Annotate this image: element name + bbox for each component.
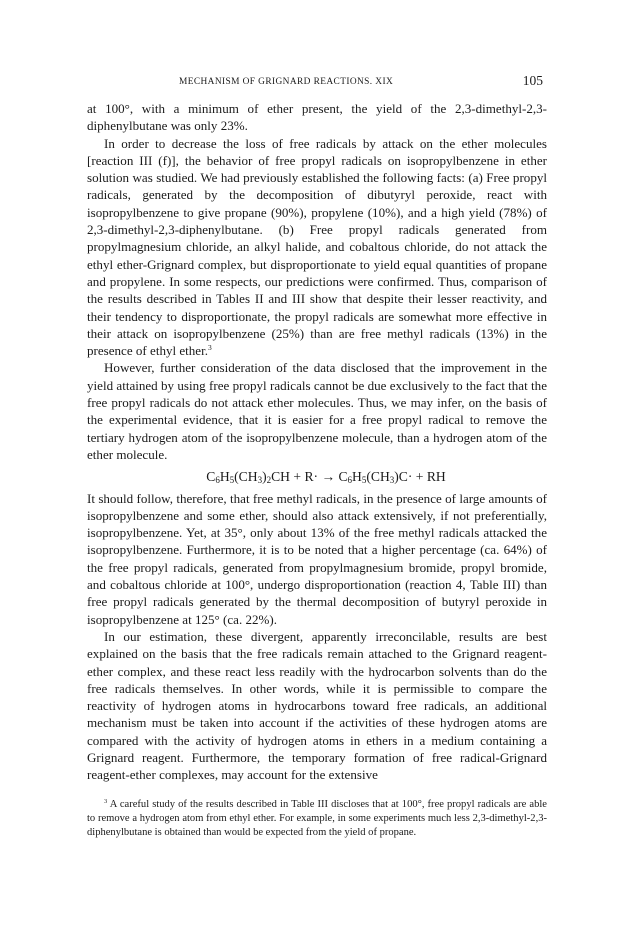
footnote-marker: 3 bbox=[104, 797, 108, 805]
running-head bbox=[87, 70, 547, 92]
body-text bbox=[87, 100, 547, 784]
footnote bbox=[87, 798, 547, 840]
footnote-reference[interactable]: 3 bbox=[208, 343, 212, 353]
paragraph-2: In order to decrease the loss of free radicals by attack on the ether molecules [reaction III (f)], the behavior of free propyl radicals on isopropylbenzene in ether solution was studied. We had previously established the following facts: (a) Free propyl radicals, generated by the decomposition of dibutyryl peroxide, react with isopropylbenzene to give propane (90%), propylene (10%), and a high yield (78%) of 2,3-dimethyl-2,3-diphenylbutane. (b) Free propyl radicals generated from propylmagnesium chloride, an alkyl halide, and cobaltous chloride, do not attack the ethyl ether-Grignard complex, but disproportionate to yield equal quantities of propane and propylene. In some respects, our predictions were confirmed. Thus, comparison of the results described in Tables II and III show that despite their lesser reactivity, and their tendency to disproportionate, the propyl radicals are somewhat more effective in their attack on isopropylbenzene (25%) than are free methyl radicals (13%) in the presence of ethyl ether.$^3$ bbox=[87, 135, 547, 359]
page-number: 105 bbox=[522, 73, 543, 88]
footnote-text: A careful study of the results described in Table III discloses that at 100°, free propyl radicals are able to remove a hydrogen atom from ethyl ether. For example, in some experiments much less 2,3-dimethyl-2,3-diphenylbutane is obtained than would be expected from the yield of propane. bbox=[87, 798, 547, 838]
chemical-equation: $C_6H_5(CH_3)_2CH + R\cdot \to C_6H_5(CH_3)C\cdot$ + RH bbox=[206, 469, 446, 486]
running-title: MECHANISM OF GRIGNARD REACTIONS. XIX bbox=[179, 77, 394, 87]
paragraph-5: In our estimation, these divergent, apparently irreconcilable, results are best explained on the basis that the free radicals remain attached to the Grignard reagent-ether complex, and these react less readily with the hydrocarbon solvents than do the free radicals themselves. In other words, while it is permissible to compare the reactivity of hydrogen atoms in hydrocarbons toward free radicals, an additional mechanism must be taken into account if the activities of these hydrogen atoms are compared with the activity of hydrogen atoms in ethers in a medium containing a Grignard reagent. Furthermore, the temporary formation of free radical-Grignard reagent-ether complexes, may account for the extensive bbox=[87, 628, 547, 783]
paragraph-1: at 100°, with a minimum of ether present, the yield of the 2,3-dimethyl-2,3-diphenylbutane was only 23%. bbox=[87, 101, 547, 134]
journal-page bbox=[87, 70, 547, 840]
paragraph-3: However, further consideration of the data disclosed that the improvement in the yield attained by using free propyl radicals cannot be due exclusively to the fact that the free propyl radicals do not attack ether molecules. Thus, we may infer, on the basis of the experimental evidence, that it is easier for a free propyl radical to remove the tertiary hydrogen atom of the isopropylbenzene molecule, than a hydrogen atom of the ether molecule. bbox=[87, 360, 547, 462]
paragraph-4: It should follow, therefore, that free methyl radicals, in the presence of large amounts of isopropylbenzene and some ether, should also attack extensively, if not preferentially, isopropylbenzene. Yet, at 35°, only about 13% of the free methyl radicals attacked the isopropylbenzene. Furthermore, it is to be noted that a higher percentage (ca. 64%) of the free propyl radicals, generated from propylmagnesium bromide, propyl bromide, and cobaltous chloride at 100°, undergo disproportionation (reaction 4, Table III) than free propyl radicals generated by the thermal decomposition of butyryl peroxide in isopropylbenzene at 125° (ca. 22%). bbox=[87, 490, 547, 627]
